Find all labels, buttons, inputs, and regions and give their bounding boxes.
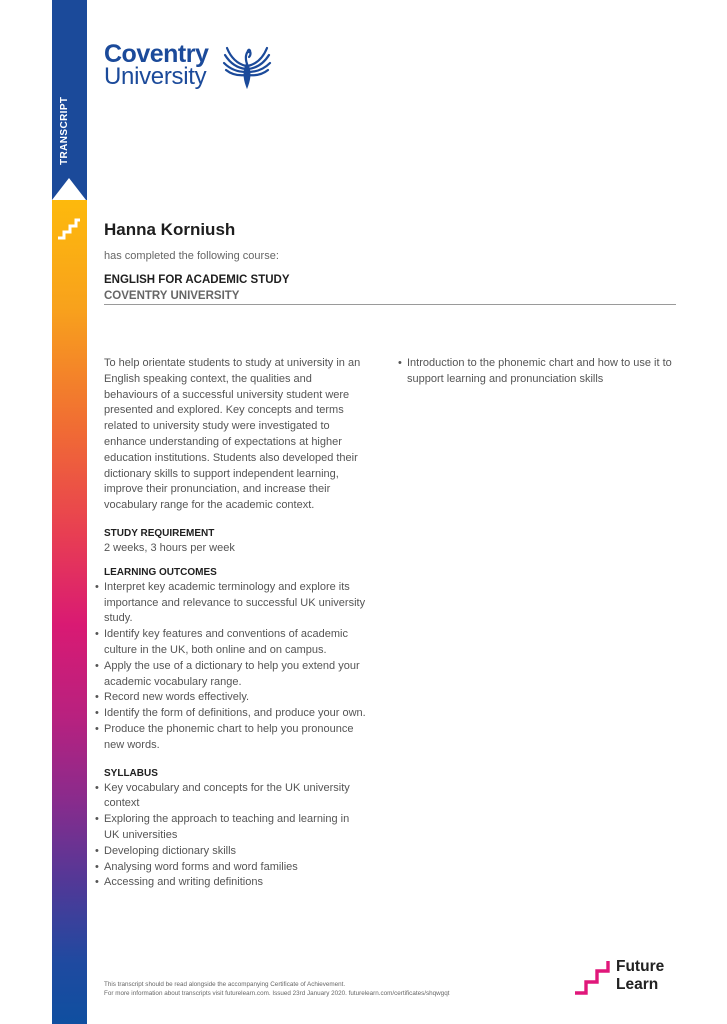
learning-outcomes-list xyxy=(104,580,366,754)
course-university: COVENTRY UNIVERSITY xyxy=(104,290,240,302)
course-description: To help orientate students to study at university in an English speaking context, the qualities and behaviours of a successful university student were presented and explored. Key concepts and terms related to university study were investigated to enhance understanding of expectations at higher education institutions. Students also developed their dictionary skills to support independent learning, improve their pronunciation, and increase their vocabulary range for the academic context. xyxy=(104,357,361,512)
transcript-label: TRANSCRIPT xyxy=(59,96,70,165)
list-item: • Introduction to the phonemic chart and how to use it to support learning and pronunciation skills xyxy=(407,356,677,388)
futurelearn-logo xyxy=(573,958,683,998)
right-column xyxy=(407,356,677,388)
phoenix-icon xyxy=(222,42,272,90)
list-item: • Apply the use of a dictionary to help you extend your academic vocabulary range. xyxy=(104,659,366,691)
list-item: • Identify key features and conventions of academic culture in the UK, both online and on campus. xyxy=(104,627,366,659)
futurelearn-steps-icon xyxy=(573,958,613,996)
coventry-university-logo xyxy=(104,42,284,94)
list-item: • Identify the form of definitions, and produce your own. xyxy=(104,706,366,722)
study-requirement-text: 2 weeks, 3 hours per week xyxy=(104,541,235,554)
logo-line-1: Coventry xyxy=(104,40,209,68)
completed-text: has completed the following course: xyxy=(104,250,279,262)
steps-icon xyxy=(56,216,82,242)
syllabus-list xyxy=(104,781,366,892)
list-item: • Developing dictionary skills xyxy=(104,844,366,860)
transcript-tab-notch xyxy=(52,178,86,200)
futurelearn-wordmark xyxy=(616,958,664,993)
syllabus-heading: SYLLABUS xyxy=(104,767,158,779)
syllabus-continued-list xyxy=(407,356,677,388)
list-item: • Accessing and writing definitions xyxy=(104,875,366,891)
footer-line-1: This transcript should be read alongside the accompanying Certificate of Achievement. xyxy=(104,981,346,988)
footer-line-2: For more information about transcripts visit futurelearn.com. Issued 23rd January 2020. futurelearn.com/certificates/shqwgqt xyxy=(104,990,450,997)
learner-name: Hanna Korniush xyxy=(104,220,236,239)
futurelearn-line-2: Learn xyxy=(616,975,659,993)
study-requirement-heading: STUDY REQUIREMENT xyxy=(104,527,215,539)
list-item: • Analysing word forms and word families xyxy=(104,860,366,876)
footer-note xyxy=(104,980,449,998)
logo-line-2: University xyxy=(104,63,207,90)
list-item: • Interpret key academic terminology and explore its importance and relevance to successful UK university study. xyxy=(104,580,366,627)
course-title: ENGLISH FOR ACADEMIC STUDY xyxy=(104,274,290,286)
futurelearn-line-1: Future xyxy=(616,958,665,975)
list-item: • Exploring the approach to teaching and learning in UK universities xyxy=(104,812,366,844)
list-item: • Produce the phonemic chart to help you pronounce new words. xyxy=(104,722,366,754)
learning-outcomes-heading: LEARNING OUTCOMES xyxy=(104,566,217,578)
list-item: • Record new words effectively. xyxy=(104,690,366,706)
list-item: • Key vocabulary and concepts for the UK university context xyxy=(104,781,366,813)
divider xyxy=(104,304,676,305)
left-column xyxy=(104,356,366,891)
